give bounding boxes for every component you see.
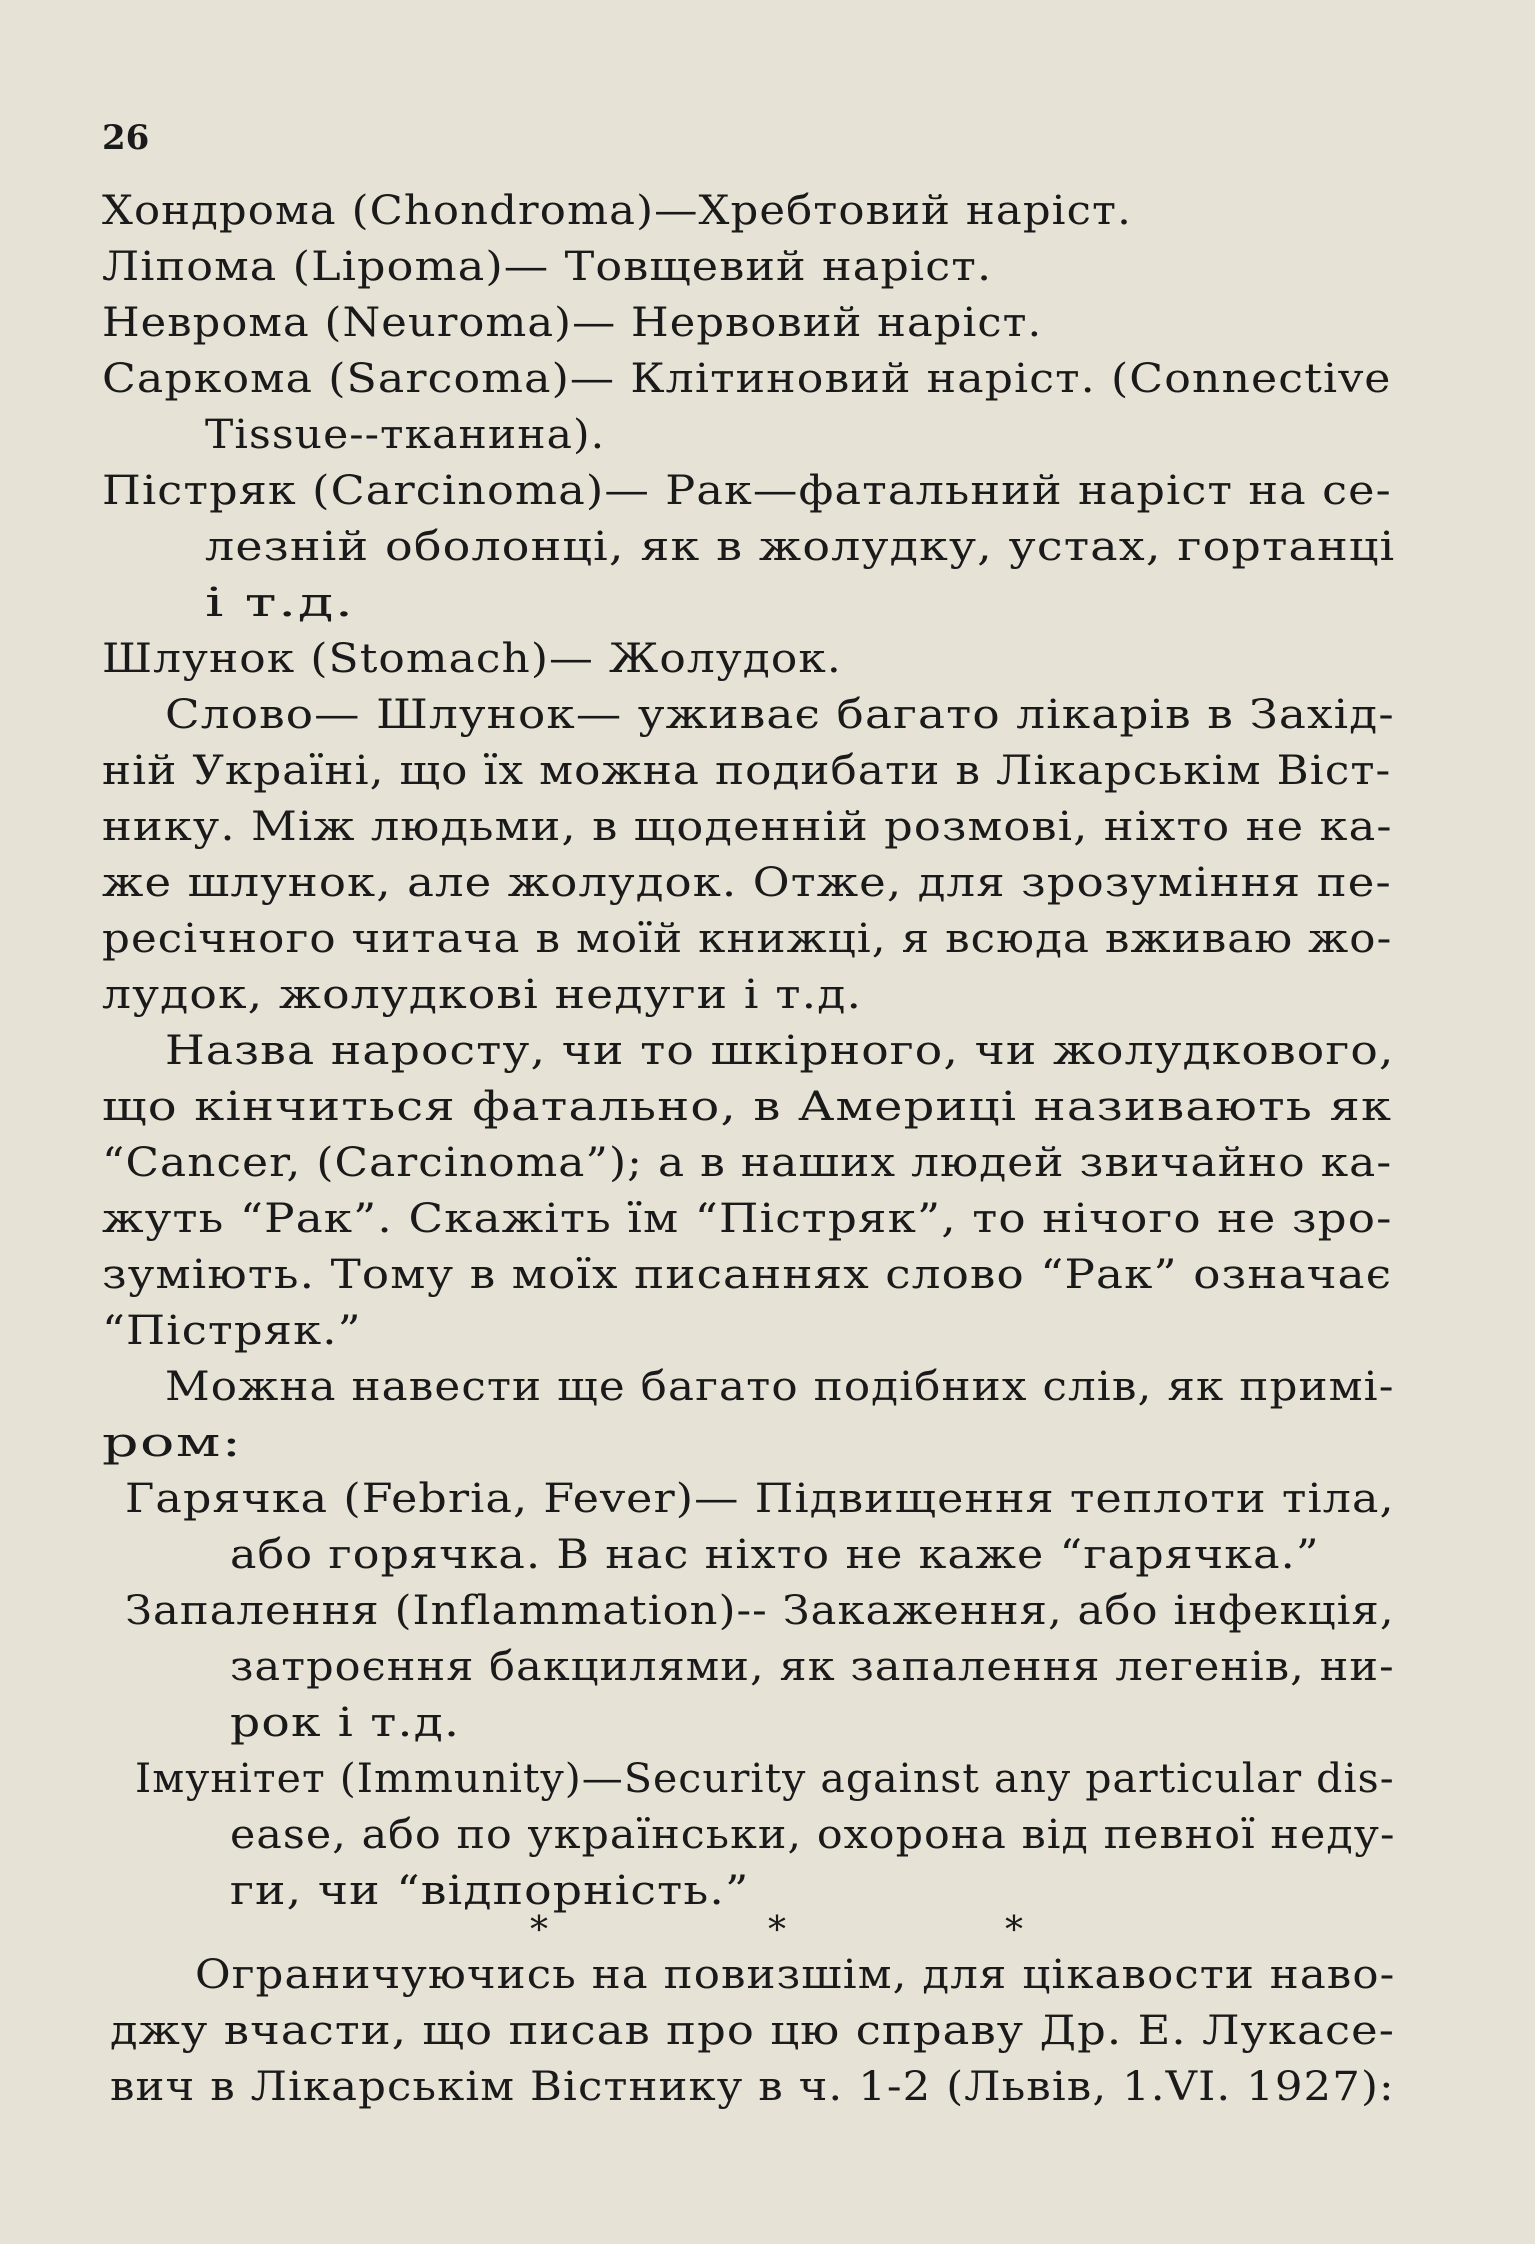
- text-line: ease, або по українськи, охорона від певної неду-: [230, 1812, 1396, 1858]
- text-line: Пістряк (Carcinoma)— Рак—фатальний наріст на се-: [102, 468, 1392, 514]
- text-line: зуміють. Тому в моїх писаннях слово “Рак” означає: [102, 1252, 1393, 1298]
- text-line: Неврома (Neuroma)— Нервовий наріст.: [102, 300, 1043, 346]
- text-line: Саркома (Sarcoma)— Клітиновий наріст. (Connective: [102, 356, 1392, 402]
- text-line: Гарячка (Febria, Fever)— Підвищення теплоти тіла,: [125, 1476, 1395, 1522]
- text-line: Tissue--тканина).: [205, 412, 606, 458]
- text-line: і т.д.: [205, 580, 355, 626]
- text-line: Ограничуючись на повизшім, для цікавости наво-: [195, 1952, 1396, 1998]
- page-number: 26: [102, 118, 150, 158]
- text-line: же шлунок, але жолудок. Отже, для зрозуміння пе-: [102, 860, 1392, 906]
- text-line: лудок, жолудкові недуги і т.д.: [102, 972, 863, 1018]
- text-line: затроєння бакцилями, як запалення легенів, ни-: [230, 1644, 1395, 1690]
- text-line: що кінчиться фатально, в Америці називають як: [102, 1084, 1393, 1130]
- text-line: ги, чи “відпорність.”: [230, 1868, 750, 1914]
- text-line: “Cancer, (Carcinoma”); а в наших людей звичайно ка-: [102, 1140, 1393, 1186]
- text-line: жуть “Рак”. Скажіть їм “Пістряк”, то нічого не зро-: [102, 1196, 1393, 1242]
- text-line: рок і т.д.: [230, 1700, 461, 1746]
- text-line: джу вчасти, що писав про цю справу Др. Е. Лукасе-: [110, 2008, 1396, 2054]
- text-line: Хондрома (Chondroma)—Хребтовий наріст.: [102, 188, 1132, 234]
- text-line: Назва наросту, чи то шкірного, чи жолудкового,: [165, 1028, 1395, 1074]
- text-line: лезній оболонці, як в жолудку, устах, гортанці: [205, 524, 1396, 570]
- text-line: Шлунок (Stomach)— Жолудок.: [102, 636, 842, 682]
- text-line: Запалення (Inflammation)-- Закаження, або інфекція,: [125, 1588, 1395, 1634]
- text-line: або горячка. В нас ніхто не каже “гарячка.”: [230, 1532, 1320, 1578]
- section-star: *: [530, 1910, 548, 1951]
- text-line: “Пістряк.”: [102, 1308, 362, 1354]
- text-line: нику. Між людьми, в щоденній розмові, ніхто не ка-: [102, 804, 1393, 850]
- text-line: ром:: [102, 1420, 243, 1466]
- text-line: Можна навести ще багато подібних слів, як примі-: [165, 1364, 1395, 1410]
- text-line: Слово— Шлунок— уживає багато лікарів в Захід-: [165, 692, 1395, 738]
- text-line: вич в Лікарськім Вістнику в ч. 1-2 (Львів, 1.VI. 1927):: [110, 2064, 1395, 2110]
- section-star: *: [768, 1910, 786, 1951]
- text-line: Імунітет (Immunity)—Security against any particular dis-: [135, 1756, 1395, 1802]
- text-line: Ліпома (Lipoma)— Товщевий наріст.: [102, 244, 993, 290]
- text-line: ресічного читача в моїй книжці, я всюда вживаю жо-: [102, 916, 1393, 962]
- text-line: ній Україні, що їх можна подибати в Лікарськім Віст-: [102, 748, 1392, 794]
- section-star: *: [1005, 1910, 1023, 1951]
